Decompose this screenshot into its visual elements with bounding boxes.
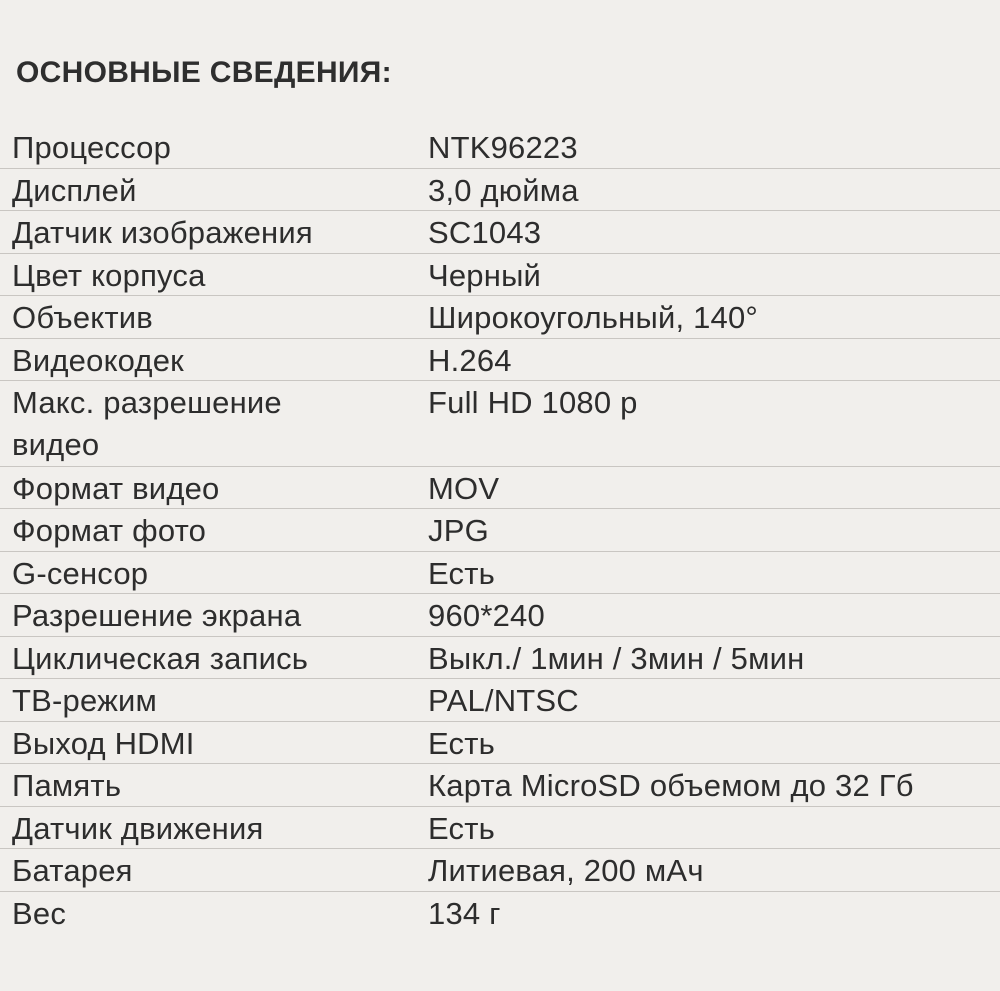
spec-row-screen-resolution xyxy=(0,594,1000,637)
spec-value: PAL/NTSC xyxy=(428,683,579,718)
spec-value: NTK96223 xyxy=(428,130,578,165)
section-heading: ОСНОВНЫЕ СВЕДЕНИЯ: xyxy=(16,56,392,89)
spec-label: G-сенсор xyxy=(12,555,149,591)
spec-row-motion-sensor xyxy=(0,807,1000,850)
spec-value: 134 г xyxy=(428,895,501,931)
spec-label: Видеокодек xyxy=(12,342,184,378)
spec-value: Есть xyxy=(428,810,495,846)
spec-row-photo-format xyxy=(0,509,1000,552)
spec-value: Выкл./ 1мин / 3мин / 5мин xyxy=(428,640,805,676)
spec-label: Батарея xyxy=(12,853,133,888)
spec-row-memory xyxy=(0,764,1000,807)
spec-label: Разрешение экрана xyxy=(12,598,302,633)
spec-value: SC1043 xyxy=(428,215,542,250)
spec-row-image-sensor xyxy=(0,211,1000,254)
spec-row-video-format xyxy=(0,467,1000,510)
spec-value: MOV xyxy=(428,470,500,506)
spec-row-display xyxy=(0,169,1000,212)
spec-label: Память xyxy=(12,768,122,803)
spec-value: Есть xyxy=(428,725,495,761)
spec-label: Датчик движения xyxy=(12,810,264,846)
spec-row-weight xyxy=(0,892,1000,935)
spec-row-max-video-resolution xyxy=(0,381,1000,467)
spec-value: Широкоугольный, 140° xyxy=(428,300,758,335)
spec-row-lens xyxy=(0,296,1000,339)
spec-label: Вес xyxy=(12,895,67,931)
spec-value: 3,0 дюйма xyxy=(428,172,579,208)
spec-value: Есть xyxy=(428,555,495,591)
spec-value: Черный xyxy=(428,257,542,293)
spec-value: Карта MicroSD объемом до 32 Гб xyxy=(428,768,914,803)
spec-label: Выход HDMI xyxy=(12,725,195,761)
spec-label: Циклическая запись xyxy=(12,640,309,676)
spec-value: JPG xyxy=(428,513,489,548)
spec-label: Процессор xyxy=(12,130,172,165)
spec-row-battery xyxy=(0,849,1000,892)
spec-label: Формат фото xyxy=(12,513,207,548)
spec-label: Формат видео xyxy=(12,470,220,506)
spec-table xyxy=(0,126,1000,934)
spec-label: ТВ-режим xyxy=(12,683,158,718)
spec-value: Литиевая, 200 мАч xyxy=(428,853,704,888)
spec-label: Дисплей xyxy=(12,172,137,208)
spec-label: Макс. разрешение видео xyxy=(12,385,282,462)
spec-row-video-codec xyxy=(0,339,1000,382)
spec-label: Датчик изображения xyxy=(12,215,313,250)
spec-row-tv-mode xyxy=(0,679,1000,722)
spec-row-loop-recording xyxy=(0,637,1000,680)
spec-row-hdmi-output xyxy=(0,722,1000,765)
spec-label: Цвет корпуса xyxy=(12,257,206,293)
spec-row-g-sensor xyxy=(0,552,1000,595)
spec-row-processor xyxy=(0,126,1000,169)
spec-value: H.264 xyxy=(428,342,512,378)
spec-value: Full HD 1080 р xyxy=(428,385,638,420)
spec-row-body-color xyxy=(0,254,1000,297)
spec-label: Объектив xyxy=(12,300,153,335)
spec-value: 960*240 xyxy=(428,598,545,633)
